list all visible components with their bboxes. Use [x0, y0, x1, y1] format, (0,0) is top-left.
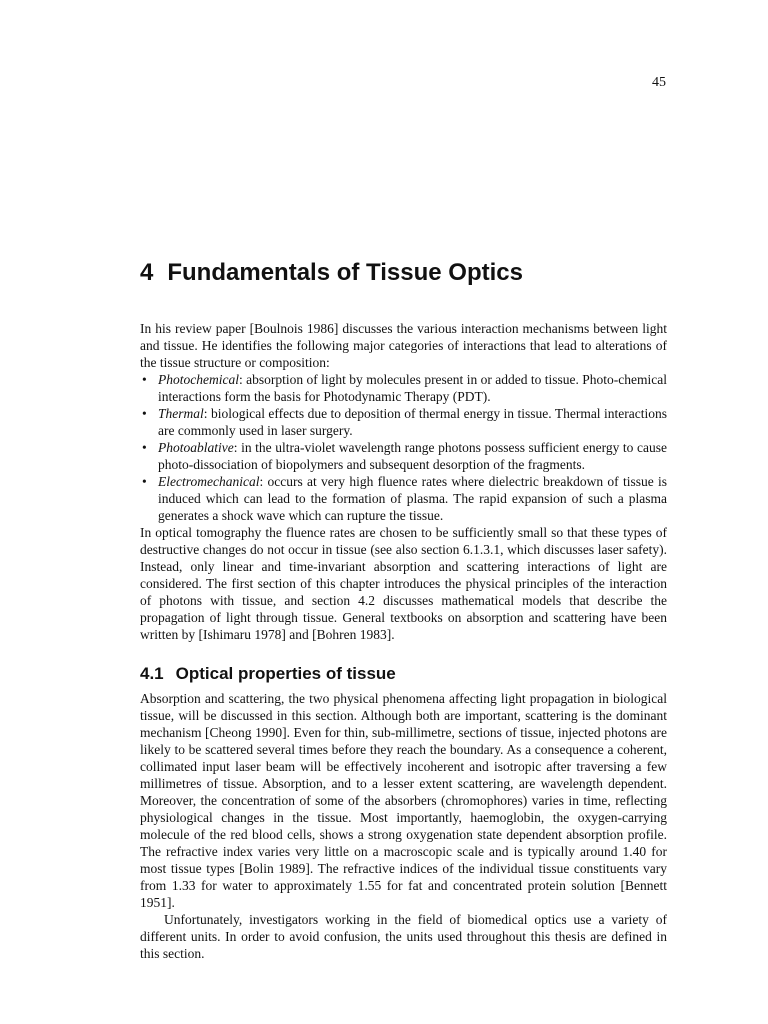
- list-item-text: : biological effects due to deposition of thermal energy in tissue. Thermal interactions are commonly used in laser surgery.: [158, 406, 667, 438]
- section-body: [140, 690, 667, 962]
- list-item-text: : in the ultra-violet wavelength range photons possess sufficient energy to cause photo-dissociation of biopolymers and subsequent desorption of the fragments.: [158, 440, 667, 472]
- list-item: [140, 371, 667, 405]
- list-item-text: : occurs at very high fluence rates where dielectric breakdown of tissue is induced which can lead to the formation of plasma. The rapid expansion of such a plasma generates a shock wave which can rupture the tissue.: [158, 474, 667, 523]
- list-item: [140, 405, 667, 439]
- bullet-icon: •: [142, 440, 147, 455]
- chapter-title-text: Fundamentals of Tissue Optics: [167, 259, 523, 286]
- list-item-term: Thermal: [158, 406, 204, 421]
- interaction-list: [140, 371, 667, 524]
- intro-paragraph: In his review paper [Boulnois 1986] discusses the various interaction mechanisms between light and tissue. He identifies the following major categories of interactions that lead to alterations of the tissue structure or composition:: [140, 321, 667, 370]
- page-number: 45: [652, 75, 666, 90]
- section-title: [140, 664, 396, 684]
- chapter-title: [140, 259, 523, 287]
- list-item: [140, 439, 667, 473]
- list-item-text: : absorption of light by molecules present in or added to tissue. Photo-chemical interactions form the basis for Photodynamic Therapy (PDT).: [158, 372, 667, 404]
- chapter-number: 4: [140, 259, 154, 286]
- list-item-term: Photoablative: [158, 440, 234, 455]
- bullet-icon: •: [142, 372, 147, 387]
- bullet-icon: •: [142, 474, 147, 489]
- list-item: [140, 473, 667, 524]
- chapter-intro-block: [140, 320, 667, 643]
- section-number: 4.1: [140, 664, 164, 683]
- section-title-text: Optical properties of tissue: [175, 664, 396, 683]
- section-paragraph-2: Unfortunately, investigators working in the field of biomedical optics use a variety of different units. In order to avoid confusion, the units used throughout this thesis are defined in this section.: [140, 912, 667, 961]
- list-item-term: Electromechanical: [158, 474, 260, 489]
- list-item-term: Photochemical: [158, 372, 239, 387]
- paragraph-after-list: In optical tomography the fluence rates are chosen to be sufficiently small so that these types of destructive changes do not occur in tissue (see also section 6.1.3.1, which discusses laser safety). Instead, only linear and time-invariant absorption and scattering interactions of light are considered. The first section of this chapter introduces the physical principles of the interaction of photons with tissue, and section 4.2 discusses mathematical models that describe the propagation of light through tissue. General textbooks on absorption and scattering have been written by [Ishimaru 1978] and [Bohren 1983].: [140, 525, 667, 642]
- bullet-icon: •: [142, 406, 147, 421]
- section-paragraph-1: Absorption and scattering, the two physical phenomena affecting light propagation in biological tissue, will be discussed in this section. Although both are important, scattering is the dominant mechanism [Cheong 1990]. Even for thin, sub-millimetre, sections of tissue, injected photons are likely to be scattered several times before they reach the boundary. As a consequence a coherent, collimated input laser beam will be effectively incoherent and isotropic after traversing a few millimetres of tissue. Absorption, and to a lesser extent scattering, are wavelength dependent. Moreover, the concentration of some of the absorbers (chromophores) varies in time, reflecting physiological changes in the tissue. Most importantly, haemoglobin, the oxygen-carrying molecule of the red blood cells, shows a strong oxygenation state dependent absorption profile. The refractive index varies very little on a macroscopic scale and is typically around 1.40 for most tissue types [Bolin 1989]. The refractive indices of the individual tissue constituents vary from 1.33 for water to approximately 1.55 for fat and concentrated protein solution [Bennett 1951].: [140, 691, 667, 910]
